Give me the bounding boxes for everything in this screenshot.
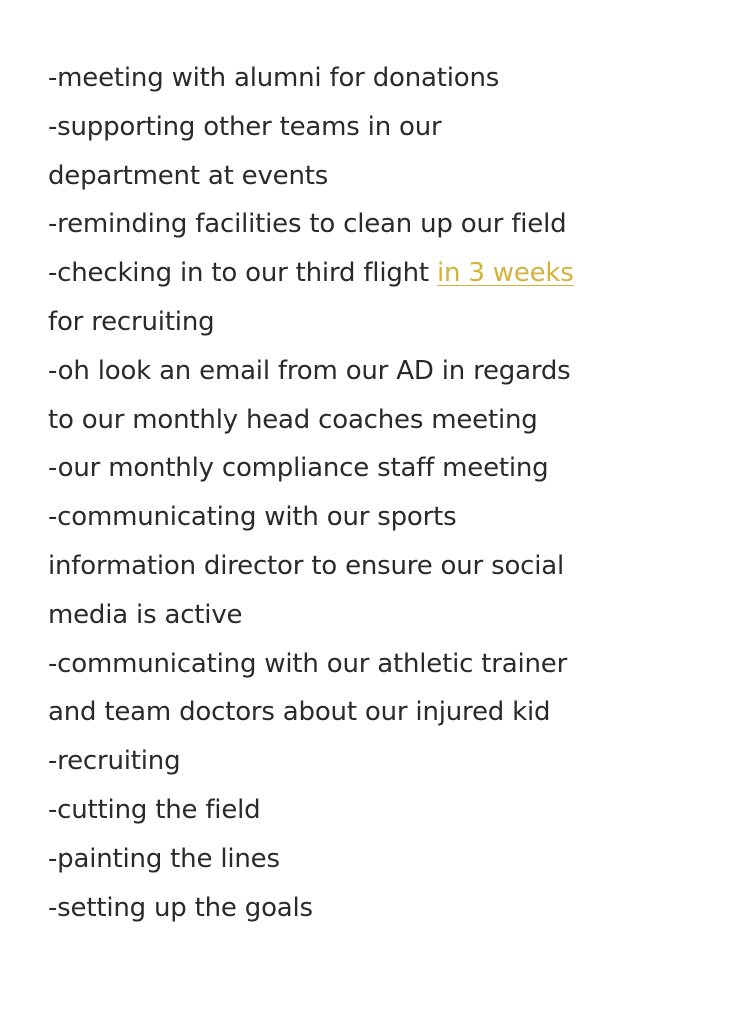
note-line: -recruiting [48,746,181,777]
note-line: -setting up the goals [48,892,313,923]
note-line: -communicating with our sports [48,502,457,533]
note-line-with-link [48,249,728,298]
note-line: -painting the lines [48,843,280,874]
note-line: department at events [48,160,329,191]
note-line: -reminding facilities to clean up our field [48,209,567,240]
note-line: to our monthly head coaches meeting [48,404,538,435]
note-line: -oh look an email from our AD in regards [48,355,571,386]
note-line: media is active [48,599,243,630]
note-body[interactable] [48,54,728,932]
note-line: -supporting other teams in our [48,111,442,142]
note-line: information director to ensure our social [48,550,565,581]
note-line: -cutting the field [48,794,261,825]
note-line: -meeting with alumni for donations [48,63,500,93]
note-line: and team doctors about our injured kid [48,697,551,728]
note-line: -our monthly compliance staff meeting [48,453,549,484]
note-line-text: -checking in to our third flight [48,258,437,289]
date-link[interactable]: in 3 weeks [437,258,574,289]
note-line: -communicating with our athletic trainer [48,648,568,679]
note-line: for recruiting [48,306,215,337]
